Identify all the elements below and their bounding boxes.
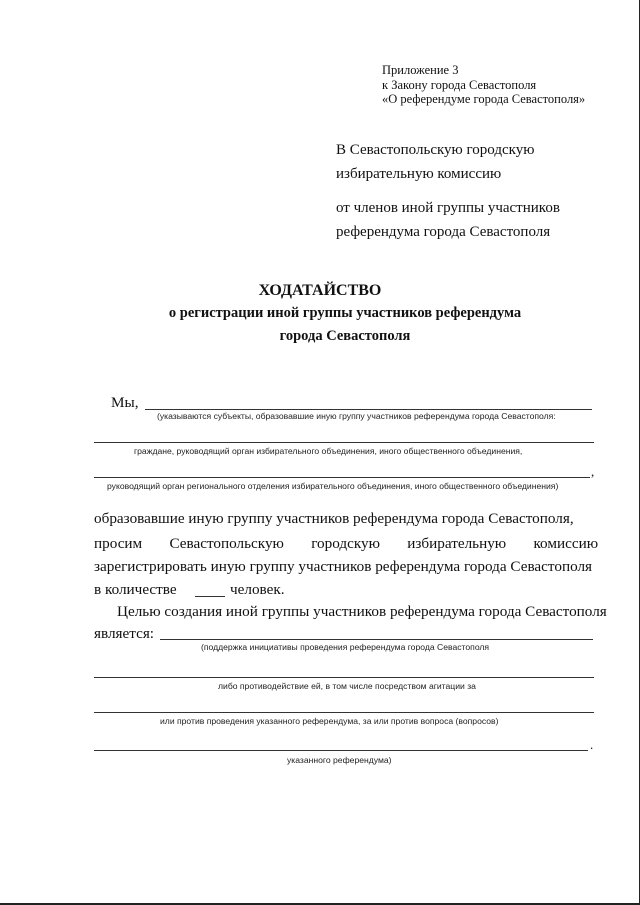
subjects-field-line-1[interactable] [145, 409, 592, 410]
period: . [590, 737, 594, 752]
word: просим [94, 535, 143, 552]
addressee-from-line: от членов иной группы участников [336, 200, 560, 216]
count-label: в количестве [94, 581, 177, 598]
purpose-label: является: [94, 625, 155, 642]
document-title: ХОДАТАЙСТВО [258, 282, 382, 299]
word: комиссию [533, 535, 599, 552]
appendix-header [382, 63, 585, 107]
hint-support: (поддержка инициативы проведения референдума города Севастополя [201, 642, 490, 652]
subjects-field-line-3[interactable] [94, 477, 590, 478]
paragraph-line: зарегистрировать иную группу участников референдума города Севастополя [94, 558, 593, 575]
purpose-field-line-4[interactable] [94, 750, 588, 751]
addressee-block [336, 138, 560, 244]
appendix-line: Приложение 3 [382, 63, 459, 77]
we-label: Мы, [111, 394, 139, 411]
purpose-line: Целью создания иной группы участников референдума города Севастополя [117, 603, 607, 620]
hint-opposition: либо противодействие ей, в том числе посредством агитации за [218, 681, 476, 691]
addressee-to-line: избирательную комиссию [336, 166, 502, 182]
word: Севастопольскую [169, 535, 284, 552]
purpose-field-line-2[interactable] [94, 677, 594, 678]
appendix-line: «О референдуме города Севастополя» [382, 92, 586, 106]
purpose-field-line-1[interactable] [160, 639, 593, 640]
subjects-field-line-2[interactable] [94, 442, 594, 443]
addressee-from-line: референдума города Севастополя [336, 224, 551, 240]
hint-for-against: или против проведения указанного референдума, за или против вопроса (вопросов) [160, 716, 499, 726]
subtitle-line: города Севастополя [279, 328, 411, 344]
paragraph-line-justified [94, 535, 598, 553]
hint-subjects: (указываются субъекты, образовавшие иную группу участников референдума города Севастополя: [157, 411, 556, 421]
word: избирательную [407, 535, 507, 552]
appendix-line: к Закону города Севастополя [382, 77, 537, 92]
purpose-field-line-3[interactable] [94, 712, 594, 713]
member-count-field[interactable] [195, 596, 225, 597]
hint-referendum: указанного референдума) [287, 755, 392, 765]
word: городскую [311, 535, 380, 552]
paragraph-line: образовавшие иную группу участников референдума города Севастополя, [94, 510, 574, 527]
hint-regional: руководящий орган регионального отделения избирательного объединения, иного общественного объединения) [107, 481, 559, 491]
hint-citizens: граждане, руководящий орган избирательного объединения, иного общественного объединения, [134, 446, 523, 456]
count-unit: человек. [230, 581, 285, 598]
document-subtitle [0, 302, 640, 348]
spacer [336, 186, 560, 196]
addressee-to-line: В Севастопольскую городскую [336, 142, 535, 158]
comma: , [591, 464, 595, 479]
subtitle-line: о регистрации иной группы участников референдума [168, 305, 522, 321]
